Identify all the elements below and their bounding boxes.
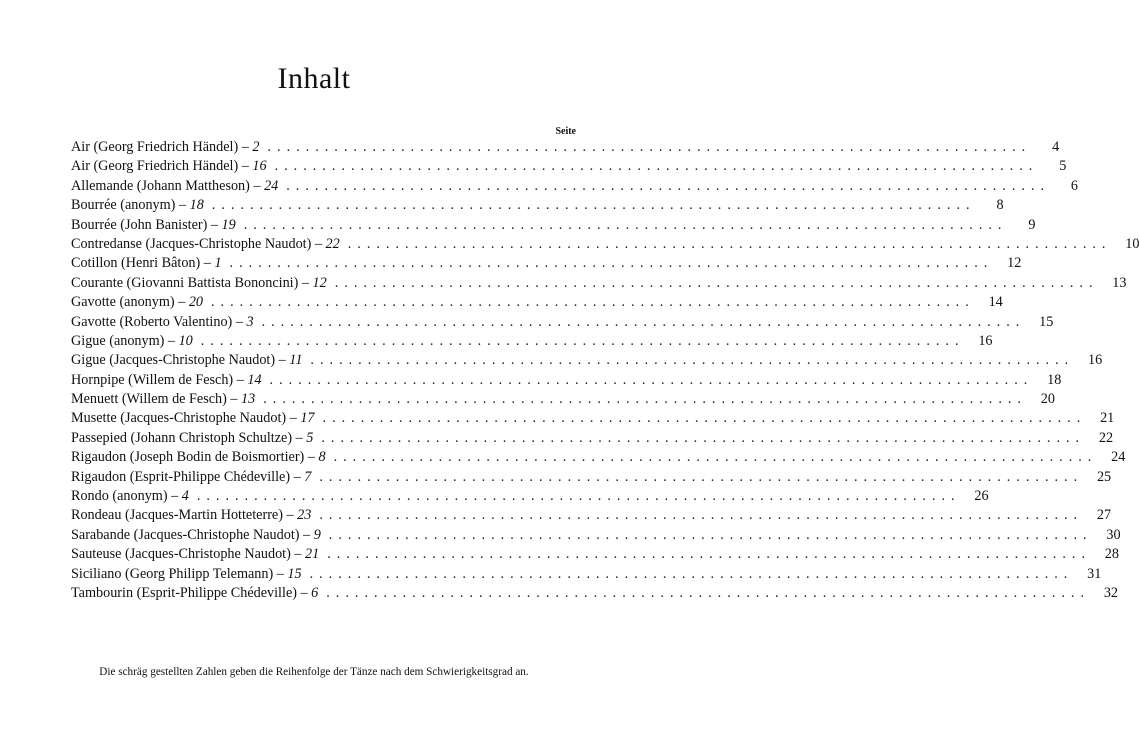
difficulty-number: 13 <box>241 391 256 408</box>
toc-entry-title <box>71 390 255 409</box>
toc-row <box>71 448 1126 467</box>
toc-entry-title <box>71 196 204 215</box>
toc-entry-title <box>71 506 311 525</box>
difficulty-number: 5 <box>306 429 314 446</box>
dot-leader: ................................................................................ <box>211 294 975 311</box>
toc-entry-text: Courante (Giovanni Battista Bononcini) – <box>71 274 313 291</box>
toc-entry-title <box>71 526 321 545</box>
toc-entry-title <box>71 216 236 235</box>
toc-row <box>71 235 1139 254</box>
toc-row <box>71 468 1112 487</box>
toc-row <box>71 351 1103 370</box>
toc-row <box>71 526 1121 545</box>
page-number: 20 <box>1040 391 1055 408</box>
toc-entry-text: Passepied (Johann Christoph Schultze) – <box>71 429 307 446</box>
toc-row <box>71 177 1078 196</box>
toc-entry-text: Sarabande (Jacques-Christophe Naudot) – <box>71 526 314 543</box>
toc-entry-text: Gavotte (anonym) – <box>71 294 189 311</box>
page-number: 16 <box>1087 352 1103 369</box>
page-number: 31 <box>1087 565 1102 582</box>
toc-entry-title <box>71 584 318 603</box>
dot-leader: ................................................................................ <box>274 158 1039 175</box>
dot-leader: ................................................................................ <box>347 235 1112 252</box>
dot-leader: ................................................................................ <box>263 391 1027 408</box>
page-number: 13 <box>1112 274 1127 291</box>
footnote: Die schräg gestellten Zahlen geben die Reihenfolge der Tänze nach dem Schwierigkeitsgrad an. <box>99 666 529 678</box>
toc-row <box>71 584 1118 603</box>
page-number: 9 <box>1028 216 1036 233</box>
dot-leader: ................................................................................ <box>327 546 1091 563</box>
dot-leader: ................................................................................ <box>286 177 1050 194</box>
page-number: 5 <box>1059 158 1067 175</box>
toc-entry-text: Rondo (anonym) – <box>71 488 182 505</box>
toc-entry-text: Air (Georg Friedrich Händel) – <box>71 139 253 155</box>
toc-row <box>71 332 993 351</box>
toc-entry-title <box>71 274 327 293</box>
table-of-contents <box>71 138 1139 603</box>
page-number: 10 <box>1125 235 1139 252</box>
difficulty-number: 11 <box>289 352 303 369</box>
toc-entry-text: Menuett (Willem de Fesch) – <box>71 391 242 408</box>
toc-entry-text: Bourrée (John Banister) – <box>71 216 222 233</box>
toc-entry-title <box>71 448 326 467</box>
difficulty-number: 16 <box>252 158 267 175</box>
difficulty-number: 1 <box>214 255 222 272</box>
toc-row <box>71 545 1119 564</box>
difficulty-number: 14 <box>247 371 262 388</box>
toc-row <box>71 274 1127 293</box>
toc-row <box>71 196 1004 215</box>
dot-leader: ................................................................................ <box>200 332 965 349</box>
dot-leader: ................................................................................ <box>229 255 994 272</box>
toc-row <box>71 138 1060 157</box>
difficulty-number: 21 <box>305 546 320 563</box>
difficulty-number: 4 <box>181 488 189 505</box>
difficulty-number: 18 <box>189 197 204 214</box>
page-number: 14 <box>988 294 1003 311</box>
toc-entry-text: Cotillon (Henri Bâton) – <box>71 255 215 272</box>
toc-entry-title <box>71 157 267 176</box>
difficulty-number: 15 <box>287 565 302 582</box>
toc-row <box>71 313 1054 332</box>
toc-entry-title <box>71 409 315 428</box>
toc-entry-text: Rondeau (Jacques-Martin Hotteterre) – <box>71 507 298 524</box>
difficulty-number: 8 <box>318 449 326 466</box>
page-number: 22 <box>1098 429 1114 446</box>
difficulty-number: 10 <box>178 332 193 349</box>
toc-entry-title <box>71 313 254 332</box>
page-number: 32 <box>1103 584 1118 601</box>
toc-row <box>71 487 989 506</box>
page-column-label: Seite <box>555 126 576 137</box>
difficulty-number: 6 <box>311 584 319 601</box>
page-number: 25 <box>1096 468 1112 485</box>
toc-row <box>71 216 1036 235</box>
toc-entry-text: Hornpipe (Willem de Fesch) – <box>71 371 248 388</box>
difficulty-number: 23 <box>297 507 312 524</box>
toc-entry-text: Gavotte (Roberto Valentino) – <box>71 313 247 330</box>
toc-entry-text: Allemande (Johann Mattheson) – <box>71 177 265 194</box>
difficulty-number: 2 <box>252 139 260 155</box>
toc-row <box>71 565 1102 584</box>
toc-row <box>71 254 1022 273</box>
toc-entry-title <box>71 565 302 584</box>
difficulty-number: 19 <box>221 216 236 233</box>
toc-entry-title <box>71 487 189 506</box>
page-number: 28 <box>1104 546 1119 563</box>
toc-entry-text: Tambourin (Esprit-Philippe Chédeville) – <box>71 584 312 601</box>
page-number: 12 <box>1007 255 1022 272</box>
dot-leader: ................................................................................ <box>261 313 1026 330</box>
difficulty-number: 7 <box>304 468 312 485</box>
dot-leader: ................................................................................ <box>328 526 1093 543</box>
difficulty-number: 3 <box>246 313 254 330</box>
toc-row <box>71 390 1055 409</box>
dot-leader: ................................................................................ <box>319 468 1084 485</box>
toc-entry-text: Siciliano (Georg Philipp Telemann) – <box>71 565 288 582</box>
toc-entry-title <box>71 293 203 312</box>
toc-row <box>71 157 1067 176</box>
page-number: 6 <box>1070 177 1078 194</box>
page-number: 30 <box>1106 526 1121 543</box>
page-title: Inhalt <box>277 62 351 95</box>
toc-entry-text: Gigue (anonym) – <box>71 332 179 349</box>
toc-row <box>71 409 1115 428</box>
toc-entry-title <box>71 138 259 157</box>
page-number: 27 <box>1096 507 1112 524</box>
dot-leader: ................................................................................ <box>267 139 1032 155</box>
toc-entry-text: Rigaudon (Esprit-Philippe Chédeville) – <box>71 468 305 485</box>
toc-row <box>71 371 1062 390</box>
dot-leader: ................................................................................ <box>309 565 1074 582</box>
dot-leader: ................................................................................ <box>243 216 1008 233</box>
toc-entry-text: Sauteuse (Jacques-Christophe Naudot) – <box>71 546 306 563</box>
toc-entry-title <box>71 371 262 390</box>
dot-leader: ................................................................................ <box>322 410 1087 427</box>
page-number: 24 <box>1111 449 1126 466</box>
toc-entry-title <box>71 468 311 487</box>
toc-entry-text: Bourrée (anonym) – <box>71 197 190 214</box>
toc-entry-title <box>71 351 302 370</box>
dot-leader: ................................................................................ <box>211 197 976 214</box>
page-number: 8 <box>996 197 1004 214</box>
difficulty-number: 9 <box>313 526 321 543</box>
difficulty-number: 22 <box>325 235 340 252</box>
difficulty-number: 20 <box>188 294 203 311</box>
toc-entry-text: Musette (Jacques-Christophe Naudot) – <box>71 410 301 427</box>
dot-leader: ................................................................................ <box>269 371 1034 388</box>
dot-leader: ................................................................................ <box>333 449 1098 466</box>
dot-leader: ................................................................................ <box>326 584 1090 601</box>
toc-entry-title <box>71 545 319 564</box>
toc-entry-text: Rigaudon (Joseph Bodin de Boismortier) – <box>71 449 319 466</box>
toc-entry-text: Contredanse (Jacques-Christophe Naudot) – <box>71 235 326 252</box>
toc-row <box>71 293 1003 312</box>
toc-entry-title <box>71 235 340 254</box>
dot-leader: ................................................................................ <box>196 488 961 505</box>
toc-entry-text: Air (Georg Friedrich Händel) – <box>71 158 253 175</box>
toc-row <box>71 429 1114 448</box>
dot-leader: ................................................................................ <box>321 429 1086 446</box>
page-number: 18 <box>1047 371 1062 388</box>
difficulty-number: 12 <box>312 274 327 291</box>
difficulty-number: 24 <box>264 177 279 194</box>
page-number: 21 <box>1100 410 1115 427</box>
dot-leader: ................................................................................ <box>319 507 1084 524</box>
dot-leader: ................................................................................ <box>334 274 1099 291</box>
toc-row <box>71 506 1112 525</box>
page-number: 16 <box>978 332 993 349</box>
toc-entry-title <box>71 429 313 448</box>
difficulty-number: 17 <box>300 410 315 427</box>
toc-entry-text: Gigue (Jacques-Christophe Naudot) – <box>71 352 290 369</box>
toc-entry-title <box>71 332 193 351</box>
dot-leader: ................................................................................ <box>310 352 1075 369</box>
page-number: 15 <box>1039 313 1054 330</box>
toc-entry-title <box>71 177 278 196</box>
page-number: 4 <box>1052 139 1060 155</box>
page-number: 26 <box>974 488 989 505</box>
toc-entry-title <box>71 254 222 273</box>
